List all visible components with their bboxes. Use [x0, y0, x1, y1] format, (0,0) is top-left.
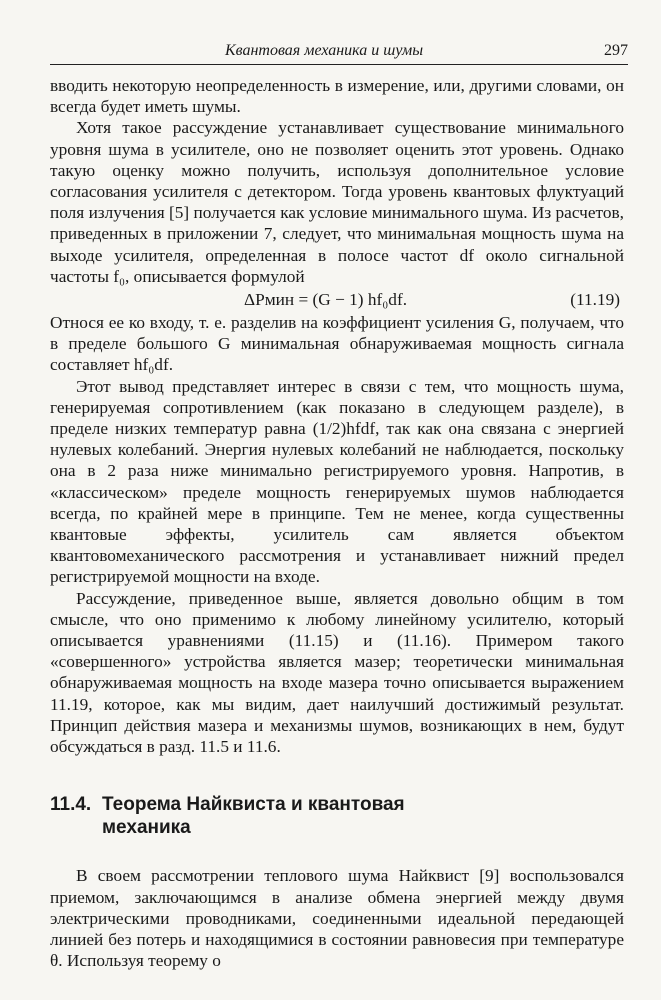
section-title-line1: Теорема Найквиста и квантовая [102, 794, 405, 816]
section-number: 11.4. [50, 794, 92, 816]
section-heading [50, 793, 624, 839]
paragraph: Этот вывод представляет интерес в связи с тем, что мощность шума, генерируемая сопротивлением (как показано в следующем разделе), в пределе низких температур равна (1/2)hfdf, так как она связана с энергией нулевых колебаний. Энергия нулевых колебаний не наблюдается, поскольку она в 2 раза ниже минимально регистрируемого уровня. Напротив, в «классическом» пределе мощность генерируемых шумов наблюдается всегда, по крайней мере в принципе. Тем не менее, когда существенны квантовые эффекты, усилитель сам является объектом квантовомеханического рассмотрения и устанавливает нижний предел регистрируемой мощности на входе. [50, 376, 624, 587]
formula [50, 287, 624, 312]
page-header [50, 42, 628, 65]
paragraph: Относя ее ко входу, т. е. разделив на коэффициент усиления G, получаем, что в пределе большого G минимальная обнаруживаемая мощность сигнала составляет hf₀df. [50, 313, 624, 375]
running-title: Квантовая механика и шумы [225, 42, 424, 59]
formula-expression: ΔPмин = (G − 1) hf₀df. [244, 290, 408, 310]
paragraph: В своем рассмотрении теплового шума Найквист [9] воспользовался приемом, заключающимся в анализе обмена энергией между двумя электрическими проводниками, соединенными идеальной передающей линией без потерь и находящимися в состоянии равновесия при температуре θ. Используя теорему о [50, 866, 624, 971]
formula-number: (11.19) [570, 290, 620, 310]
body-text [50, 75, 624, 971]
paragraph: Рассуждение, приведенное выше, является довольно общим в том смысле, что оно применимо к любому линейному усилителю, который описывается уравнениями (11.15) и (11.16). Примером такого «совершенного» устройства является мазер; теоретически минимальная обнаруживаемая мощность на входе мазера точно описывается выражением 11.19, которое, как мы видим, дает наилучший достижимый результат. Принцип действия мазера и механизмы шумов, возникающих в нем, будут обсуждаться в разд. 11.5 и 11.6. [50, 588, 624, 757]
paragraph: вводить некоторую неопределенность в измерение, или, другими словами, он всегда будет иметь шумы. [50, 76, 624, 117]
paragraph: Хотя такое рассуждение устанавливает существование минимального уровня шума в усилителе, оно не позволяет оценить этот уровень. Однако такую оценку можно получить, используя дополнительное условие согласования усилителя с детектором. Тогда уровень квантовых флуктуаций поля излучения [5] получается как условие минимального шума. Из расчетов, приведенных в приложении 7, следует, что минимальная мощность шума на выходе усилителя, определенная в полосе частот df около сигнальной частоты f₀, описывается формулой [50, 118, 624, 286]
section-title-line2: механика [102, 817, 191, 839]
page-number: 297 [604, 42, 628, 59]
